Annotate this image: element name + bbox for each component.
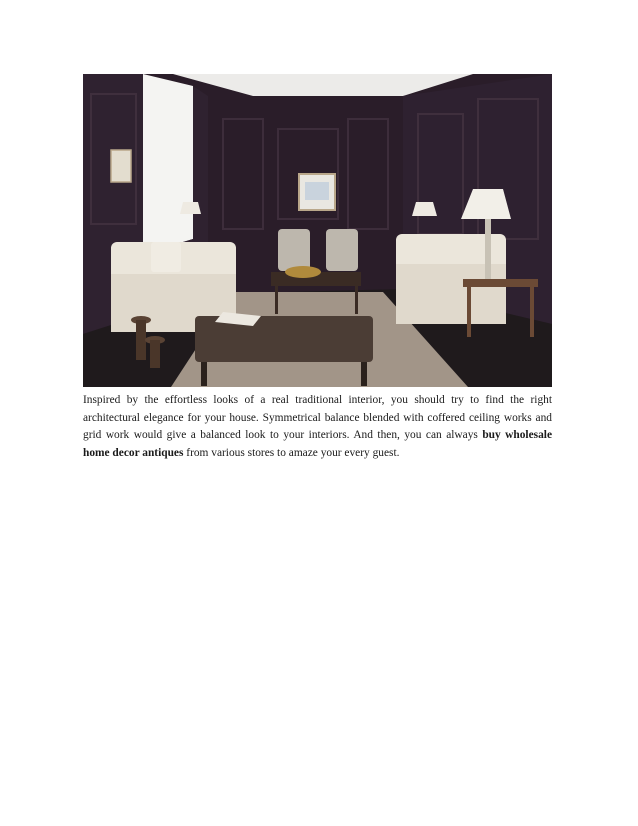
- paragraph-intro: Inspired by the effortless looks of a real traditional interior, you should try to find the right architectural elegance for your house. Symmetrical balance blended with coffered ceiling works and grid work would give a balanced look to your interiors. And then, you can always: [83, 394, 552, 442]
- body-paragraph: [83, 392, 552, 462]
- wholesale-antiques-link[interactable]: buy wholesale home decor antiques: [83, 429, 552, 459]
- interior-photo: [83, 74, 552, 387]
- paragraph-outro: from various stores to amaze your every guest.: [183, 446, 400, 459]
